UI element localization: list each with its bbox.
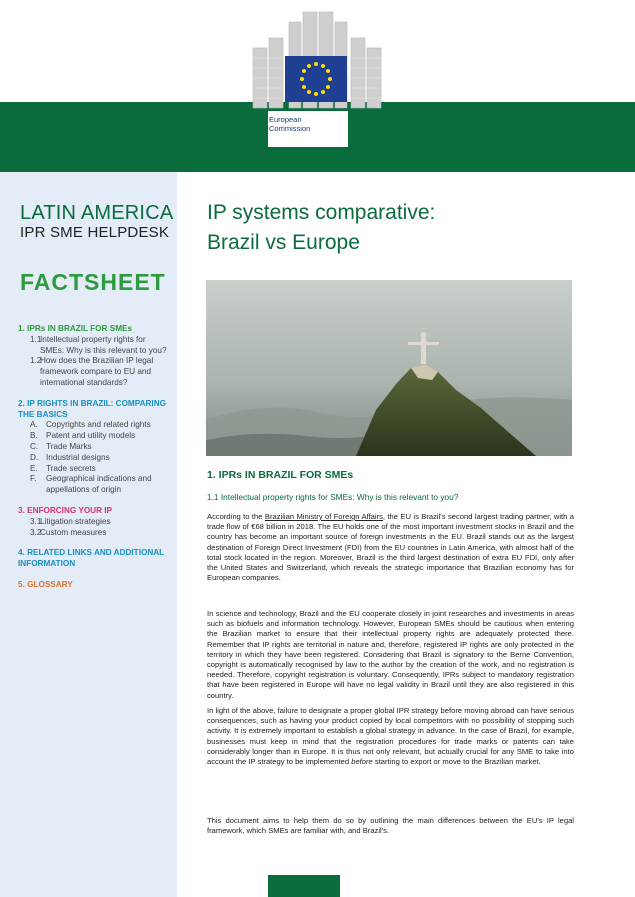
toc-item[interactable]: [18, 356, 168, 388]
toc-item-number: F.: [30, 474, 37, 484]
toc-item-number: C.: [30, 441, 39, 451]
toc-heading[interactable]: 2. IP RIGHTS IN BRAZIL: COMPARING THE BASICS: [18, 398, 166, 419]
section-heading: 1. IPRs IN BRAZIL FOR SMEs: [207, 469, 354, 481]
helpdesk-subtitle: IPR SME HELPDESK: [20, 224, 170, 241]
logo-text: [269, 115, 310, 133]
toc-item[interactable]: [18, 420, 168, 431]
toc-item-label: Trade secrets: [46, 463, 96, 473]
toc-section-2[interactable]: [18, 399, 168, 496]
toc-item[interactable]: [18, 442, 168, 453]
toc-item-label: Custom measures: [40, 527, 107, 537]
toc-item[interactable]: [18, 335, 168, 357]
sidebar: [0, 172, 177, 897]
page-title-line2: Brazil vs Europe: [207, 231, 360, 254]
toc-item-label: Copyrights and related rights: [46, 420, 151, 430]
toc-item[interactable]: [18, 431, 168, 442]
toc-item[interactable]: [18, 517, 168, 528]
toc-item-number: B.: [30, 431, 38, 441]
paragraph-3-emphasis: before: [351, 757, 373, 767]
toc-item-label: How does the Brazilian IP legal framework compare to EU and international standards?: [40, 356, 154, 387]
toc-item-label: Industrial designs: [46, 452, 110, 462]
paragraph-3-text-b: starting to export or move to the Brazilian market.: [372, 757, 541, 767]
toc-item[interactable]: [18, 464, 168, 475]
subsection-heading: 1.1 Intellectual property rights for SMEs: Why is this relevant to you?: [207, 492, 459, 502]
toc-heading[interactable]: 3. ENFORCING YOUR IP: [18, 505, 113, 515]
toc-item-label: Geographical indications and appellations of origin: [46, 474, 152, 495]
european-commission-logo[interactable]: [233, 8, 403, 142]
toc-heading[interactable]: 4. RELATED LINKS AND ADDITIONAL INFORMATION: [18, 548, 165, 569]
toc-section-1[interactable]: [18, 324, 168, 389]
footer-green-bar: [268, 875, 340, 897]
toc-item[interactable]: [18, 528, 168, 539]
table-of-contents: [18, 324, 168, 601]
paragraph-4: This document aims to help them do so by outlining the main differences between the EU's IP legal framework, which SMEs are familiar with, and Brazil's.: [207, 816, 574, 836]
helpdesk-title: LATIN AMERICA: [20, 202, 174, 224]
header: [0, 0, 635, 172]
toc-heading[interactable]: 1. IPRs IN BRAZIL FOR SMEs: [18, 324, 133, 333]
logo-line1: European: [269, 115, 302, 124]
paragraph-1: [207, 512, 574, 583]
toc-item-label: Intellectual property rights for SMEs: Why is this relevant to you?: [40, 334, 167, 355]
paragraph-3-text-a: In light of the above, failure to designate a proper global IPR strategy before moving abroad can have serious consequences, such as having your product copied by local competitors with no possibility of stopping such activity. It is extremely important to establish a global strategy in advance. In the case of Brazil, for example, businesses must keep in mind that the registration procedures for trade marks or patents can take considerably longer than in Europe. It is thus not only relevant, but actually crucial for any SME to take into account the IP strategy to be implemented: [207, 706, 574, 767]
toc-item-number: D.: [30, 452, 39, 462]
christ-the-redeemer-photo: [206, 280, 572, 456]
toc-item[interactable]: [18, 453, 168, 464]
factsheet-label: FACTSHEET: [20, 269, 166, 295]
toc-item-label: Patent and utility models: [46, 431, 136, 441]
toc-item-number: 3.2: [30, 527, 42, 537]
toc-item-number: E.: [30, 463, 38, 473]
toc-heading[interactable]: 5. GLOSSARY: [18, 579, 73, 589]
toc-item-number: 1.1: [30, 334, 42, 344]
photo-image: [206, 280, 572, 456]
toc-section-5[interactable]: [18, 580, 168, 591]
logo-line2: Commission: [269, 124, 311, 133]
brazilian-ministry-link[interactable]: Brazilian Ministry of Foreign Affairs: [264, 512, 383, 521]
page-title: [207, 198, 435, 258]
toc-item-number: A.: [30, 420, 38, 430]
paragraph-3: [207, 706, 574, 767]
toc-item-number: 1.2: [30, 356, 42, 366]
page-title-line1: IP systems comparative:: [207, 201, 436, 224]
toc-item[interactable]: [18, 474, 168, 496]
toc-item-label: Litigation strategies: [40, 516, 111, 526]
toc-item-number: 3.1: [30, 516, 42, 526]
paragraph-1-text-a: According to the: [207, 512, 265, 521]
toc-section-3[interactable]: [18, 506, 168, 538]
paragraph-1-text-b: , the EU is Brazil's second largest trading partner, with a trade flow of €68 billion in 2018. The EU holds one of the most important investment stocks in Brazil and the country has become an important source of foreign investments in the EU. Brazil stands out as the largest destination of Foreign Direct Investment (FDI) from the EU countries in Latin America, with almost half of the total stock located in the region. Moreover, Brazil is the third largest destination of extra EU FDI, only after the United States and Switzerland, which reveals the strategic importance that Brazilian economy has for European companies.: [207, 512, 574, 583]
toc-section-4[interactable]: [18, 548, 168, 570]
paragraph-2: In science and technology, Brazil and the EU cooperate closely in joint researches and investments in areas such as biofuels and information technology. However, European SMEs should be cautious when entering the Brazilian market to ensure that their intellectual property rights are adequately protected there. Remember that IP rights are territorial in nature and, therefore, registered IP rights are only protected in the territory in which they have been registered. Considering that Brazil is signatory to the Berne Convention, copyright is automatically recognised by law to the author by the creation of the work, and no registration is needed. Therefore, copyright registration is voluntary. Consequently, IPRs subject to mandatory registration that have been registered in Europe will have no legal validity in Brazil until they are also registered in this country.: [207, 609, 574, 700]
toc-item-label: Trade Marks: [46, 441, 92, 451]
